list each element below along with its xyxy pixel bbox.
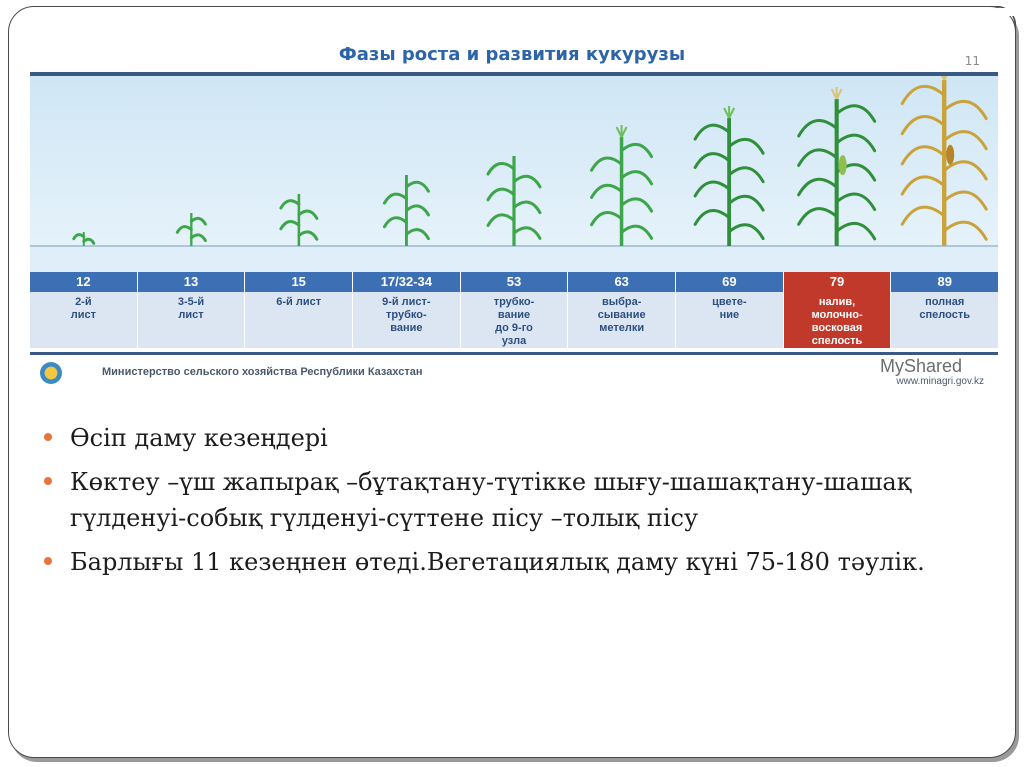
bullet-item — [44, 544, 974, 580]
maize-growth-infographic — [22, 36, 1002, 396]
stage-label: налив, молочно- восковая спелость — [784, 292, 891, 348]
stage-cell — [353, 272, 461, 348]
bottom-divider — [30, 352, 998, 355]
stage-label: выбра- сывание метелки — [568, 292, 675, 348]
stage-code: 79 — [784, 272, 891, 292]
plant-illustration — [30, 76, 998, 272]
bullet-dot-icon — [44, 557, 52, 565]
stage-cell — [784, 272, 892, 348]
stage-label: 2-й лист — [30, 292, 137, 348]
stage-code: 89 — [891, 272, 998, 292]
stage-cell — [30, 272, 138, 348]
stage-cell — [568, 272, 676, 348]
stage-label: 9-й лист- трубко- вание — [353, 292, 460, 348]
page-number: 11 — [964, 54, 980, 68]
stage-code: 69 — [676, 272, 783, 292]
stage-code: 17/32-34 — [353, 272, 460, 292]
bullet-item — [44, 420, 974, 456]
site-url: www.minagri.gov.kz — [896, 376, 984, 387]
bullet-list — [44, 420, 974, 588]
stage-label: 6-й лист — [245, 292, 352, 348]
bullet-text: Өсіп даму кезеңдері — [70, 424, 328, 452]
stage-code: 53 — [461, 272, 568, 292]
stage-label: цвете- ние — [676, 292, 783, 348]
stage-table — [30, 272, 998, 348]
bullet-text: Көктеу –үш жапырақ –бұтақтану-түтікке шығу-шашақтану-шашақ гүлденуі-собық гүлденуі-сүттене пісу –толық пісу — [70, 468, 912, 532]
bullet-item — [44, 464, 974, 536]
stage-cell — [891, 272, 998, 348]
stage-code: 12 — [30, 272, 137, 292]
stage-code: 15 — [245, 272, 352, 292]
stage-cell — [676, 272, 784, 348]
infographic-title: Фазы роста и развития кукурузы — [338, 44, 686, 65]
stage-code: 13 — [138, 272, 245, 292]
watermark: MyShared — [879, 356, 962, 376]
bullet-dot-icon — [44, 477, 52, 485]
stage-label: трубко- вание до 9-го узла — [461, 292, 568, 348]
ministry-emblem-icon — [40, 362, 62, 384]
stage-cell — [461, 272, 569, 348]
bullet-text: Барлығы 11 кезеңнен өтеді.Вегетациялық даму күні 75-180 тәулік. — [70, 548, 925, 576]
bullet-dot-icon — [44, 433, 52, 441]
stage-code: 63 — [568, 272, 675, 292]
stage-label: полная спелость — [891, 292, 998, 348]
stage-cell — [245, 272, 353, 348]
stage-label: 3-5-й лист — [138, 292, 245, 348]
stage-cell — [138, 272, 246, 348]
plant-ear — [946, 145, 954, 165]
ministry-name: Министерство сельского хозяйства Республики Казахстан — [102, 366, 423, 378]
plant-ear — [839, 155, 847, 175]
